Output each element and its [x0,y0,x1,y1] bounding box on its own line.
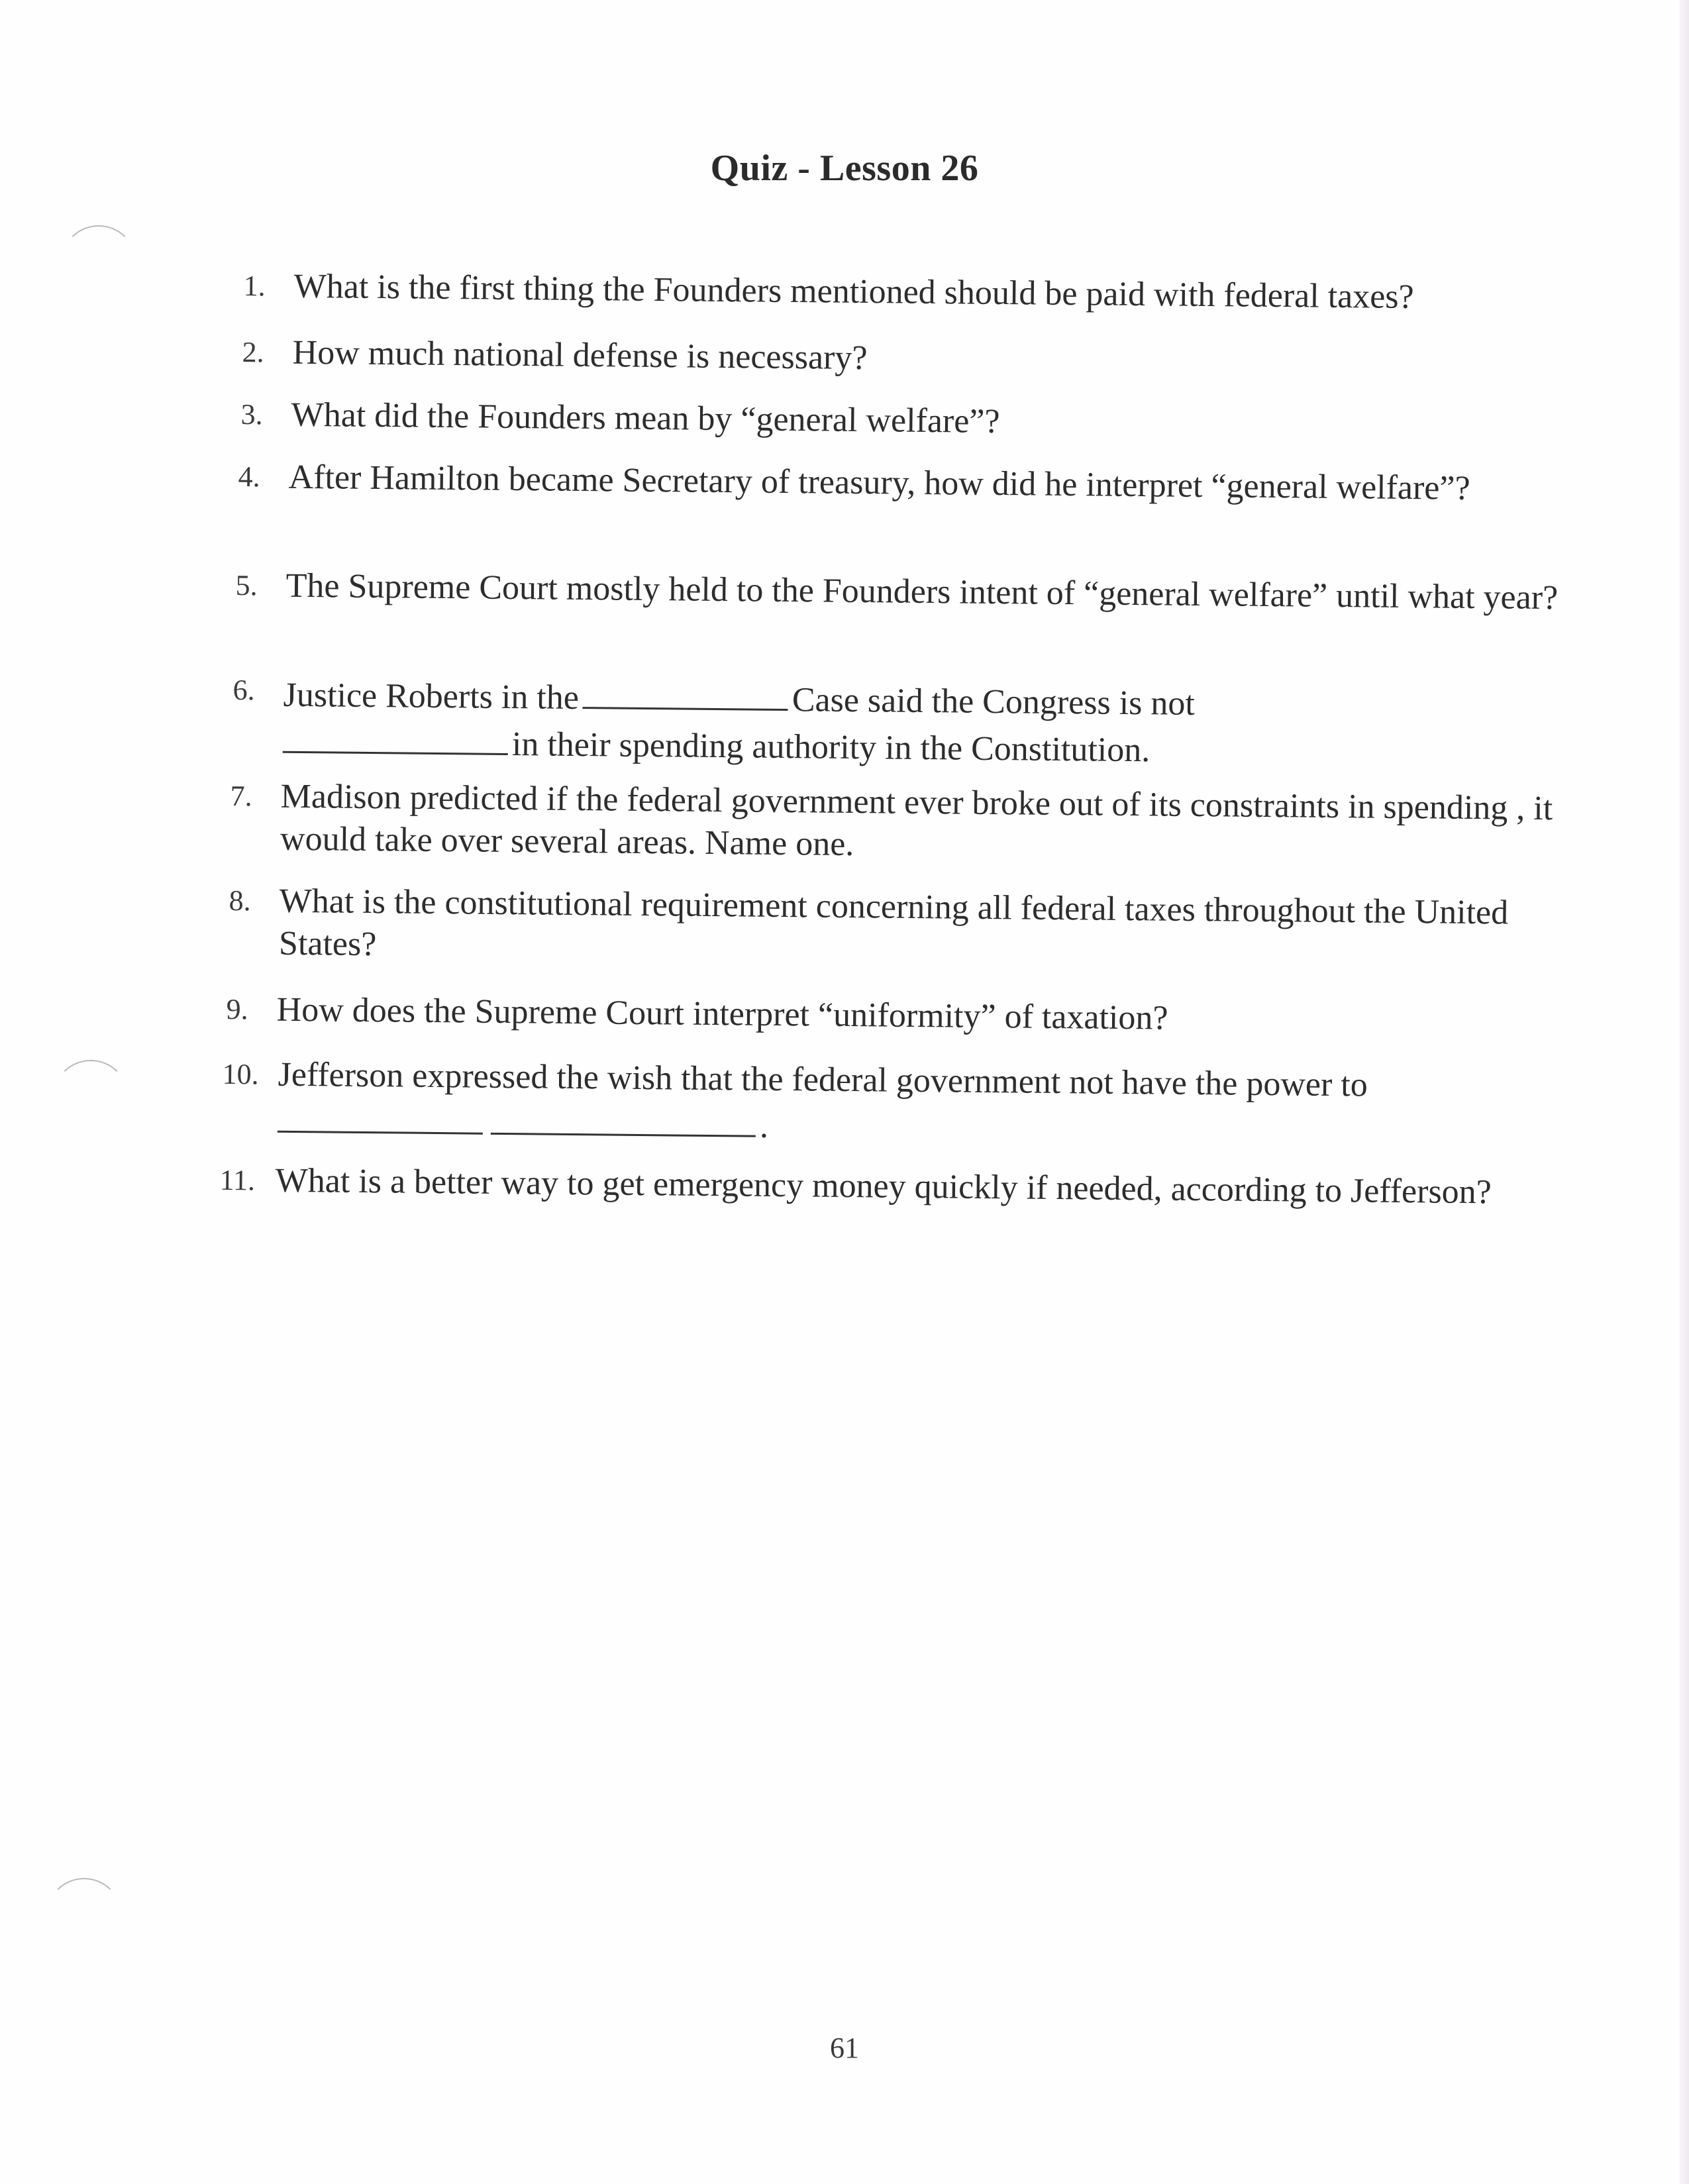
question-text: Madison predicted if the federal government ever broke out of its constraints in spending , it would take over several areas. Name one. [280,777,1553,864]
question-4 [238,456,1494,510]
question-number: 3. [240,397,263,431]
question-5 [235,564,1564,619]
question-text: What is the constitutional requirement concerning all federal taxes throughout the United States? [278,882,1509,964]
page-title: Quiz - Lesson 26 [710,148,979,189]
question-6-part-2: Case said the Congress is not [792,681,1196,723]
power-blank-1[interactable] [278,1096,484,1135]
binder-hole-bottom [46,1878,122,1952]
question-number: 5. [235,568,258,602]
question-text: How does the Supreme Court interpret “uniformity” of taxation? [276,990,1168,1037]
question-number: 2. [242,335,264,369]
question-text [278,1054,1590,1156]
question-text: How much national defense is necessary? [292,333,868,378]
question-6-part-1: Justice Roberts in the [283,676,580,717]
question-7 [230,775,1579,873]
binder-hole-middle [53,1060,128,1134]
question-text [283,670,1409,774]
question-10 [222,1053,1590,1156]
question-number: 7. [230,779,252,813]
page-number: 61 [830,2032,859,2064]
question-number: 10. [222,1057,259,1091]
question-text: What did the Founders mean by “general welfare”? [291,395,1000,441]
question-6 [232,669,1409,774]
page-edge [1680,0,1689,2184]
question-text: The Supreme Court mostly held to the Founders intent of “general welfare” until what year? [285,566,1559,617]
question-8 [229,880,1591,978]
question-number: 6. [232,673,255,707]
question-number: 9. [226,992,248,1026]
question-3 [240,393,1583,448]
question-10-text: Jefferson expressed the wish that the federal government not have the power to [278,1055,1368,1104]
question-9 [226,988,1568,1043]
question-text: What is the first thing the Founders mentioned should be paid with federal taxes? [293,267,1414,316]
question-6-part-3: in their spending authority in the Constitution. [511,725,1151,770]
question-text: What is a better way to get emergency money quickly if needed, according to Jefferson? [275,1161,1492,1212]
power-blank-2[interactable] [491,1098,756,1137]
question-number: 1. [243,269,266,303]
case-name-blank[interactable] [583,672,789,711]
question-11 [219,1159,1534,1214]
question-number: 11. [219,1163,256,1197]
question-number: 4. [238,460,260,494]
limit-blank[interactable] [283,717,509,755]
question-2 [242,331,1584,386]
question-number: 8. [229,884,251,917]
binder-hole-top [61,225,136,299]
question-text: After Hamilton became Secretary of treasury, how did he interpret “general welfare”? [288,458,1470,507]
question-1 [243,265,1619,321]
question-10-end: . [759,1107,769,1145]
